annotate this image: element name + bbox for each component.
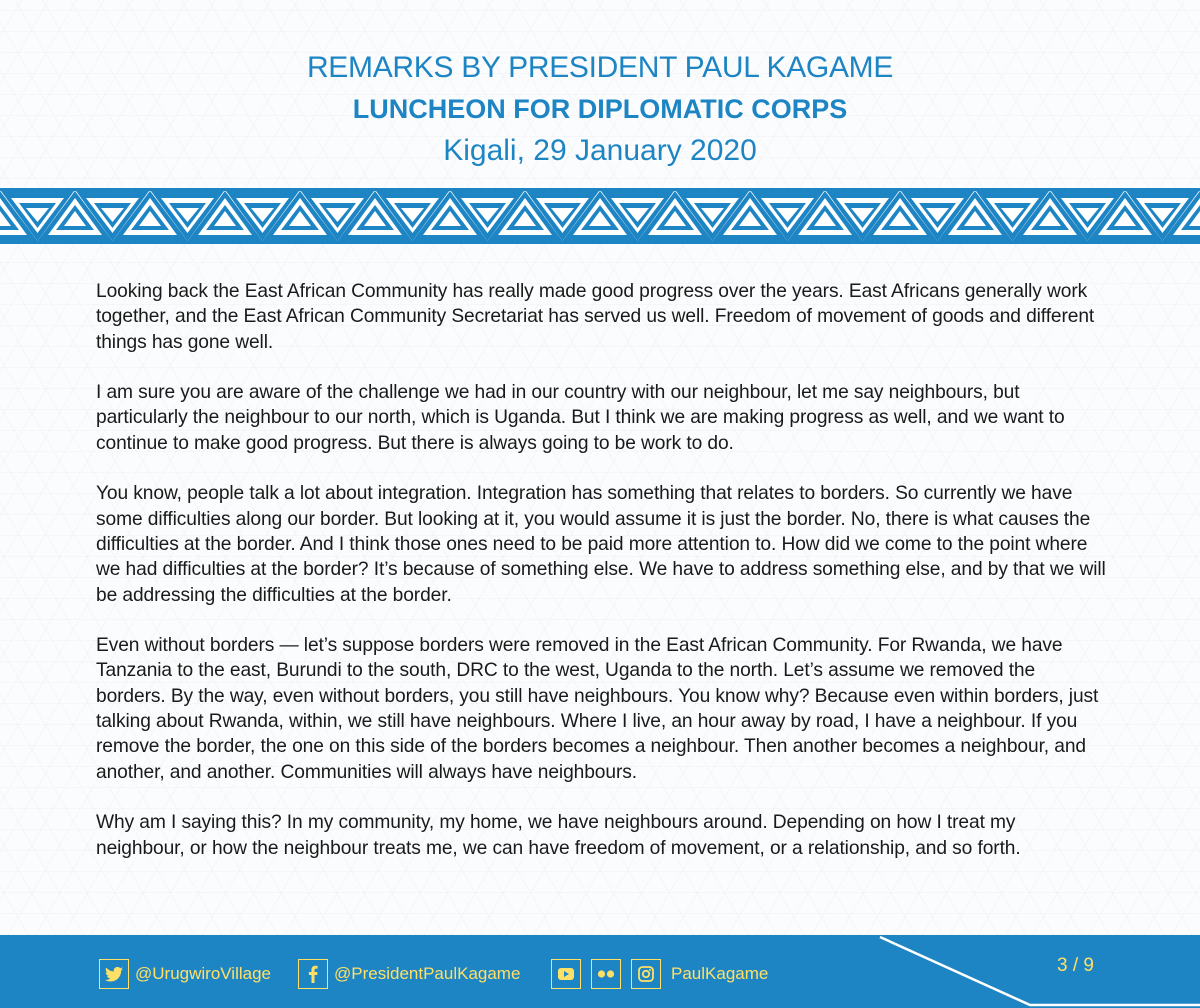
event-title: LUNCHEON FOR DIPLOMATIC CORPS [352, 94, 848, 124]
location-date: Kigali, 29 January 2020 [443, 134, 757, 167]
youtube-icon[interactable] [551, 959, 581, 989]
remarks-body [96, 279, 1106, 886]
paragraph: You know, people talk a lot about integration. Integration has something that relates to borders. So currently we have some difficulties along our border. But looking at it, you would assume it is just the border. No, there is what causes the difficulties at the border. And I think those ones need to be paid more attention to. How did we come to the point where we had difficulties at the border? It’s because of something else. We have to address something else, and by that we will be addressing the difficulties at the border. [96, 483, 1106, 606]
flickr-icon[interactable] [591, 959, 621, 989]
twitter-link[interactable] [99, 957, 271, 991]
media-handle: PaulKagame [671, 964, 769, 983]
instagram-icon[interactable] [631, 959, 661, 989]
facebook-link[interactable] [298, 957, 520, 991]
media-links[interactable] [551, 957, 768, 991]
twitter-handle: @UrugwiroVillage [135, 964, 271, 983]
paragraph: Even without borders — let’s suppose borders were removed in the East African Community. For Rwanda, we have Tanzania to the east, Burundi to the south, DRC to the west, Uganda to the north. Let’s assume we removed the borders. By the way, even without borders, you still have neighbours. You know why? Because even within borders, just talking about Rwanda, within, we still have neighbours. Where I live, an hour away by road, I have a neighbour. If you remove the border, the one on this side of the borders becomes a neighbour. Then another becomes a neighbour, and another, and another. Communities will always have neighbours. [96, 635, 1099, 783]
document-header [0, 48, 1200, 171]
page-indicator: 3 / 9 [1057, 955, 1094, 976]
facebook-icon [298, 959, 328, 989]
decorative-border-band [0, 188, 1200, 244]
paragraph: Looking back the East African Community has really made good progress over the years. East Africans generally work together, and the East African Community Secretariat has served us well. Freedom of movement of goods and different things has gone well. [96, 281, 1095, 353]
remarks-title: REMARKS BY PRESIDENT PAUL KAGAME [306, 51, 894, 84]
facebook-handle: @PresidentPaulKagame [334, 964, 521, 983]
twitter-icon [99, 959, 129, 989]
paragraph: Why am I saying this? In my community, my home, we have neighbours around. Depending on how I treat my neighbour, or how the neighbour treats me, we can have freedom of movement, or a relationship, and so forth. [96, 812, 1021, 859]
paragraph: I am sure you are aware of the challenge we had in our country with our neighbour, let me say neighbours, but particularly the neighbour to our north, which is Uganda. But I think we are making progress as well, and we want to continue to make good progress. But there is always going to be work to do. [96, 382, 1065, 454]
